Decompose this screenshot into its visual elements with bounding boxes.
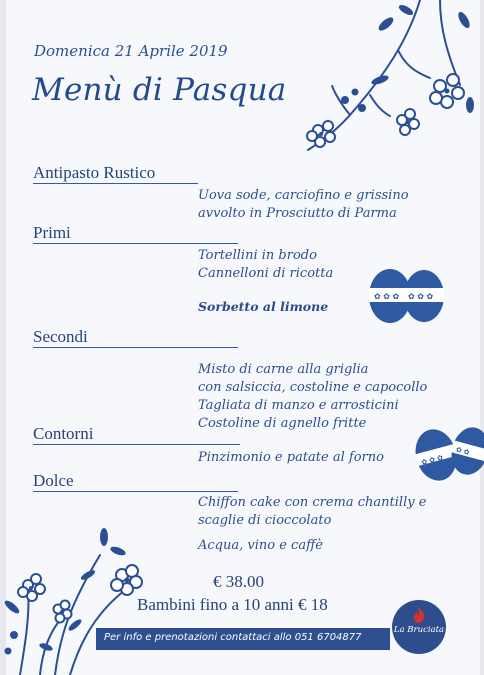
menu-item: Uova sode, carciofino e grissino: [198, 188, 409, 203]
restaurant-logo: [392, 600, 446, 654]
menu-item: Cannelloni di ricotta: [198, 266, 334, 281]
svg-text:✿ ✿ ✿: ✿ ✿ ✿: [408, 292, 434, 301]
section-title-antipasto: Antipasto Rustico: [33, 163, 198, 184]
section-title-contorni: Contorni: [33, 424, 240, 445]
info-contact-text: Per info e prenotazioni contattaci allo 051 6704877: [104, 632, 362, 643]
section-items-dolce: [198, 494, 426, 530]
easter-eggs-icon: [366, 266, 450, 326]
sorbetto-item: Sorbetto al limone: [198, 299, 329, 314]
menu-price: € 38.00: [213, 572, 264, 591]
section-title-secondi: Secondi: [33, 327, 238, 348]
event-date: Domenica 21 Aprile 2019: [34, 42, 228, 60]
menu-item: Tagliata di manzo e arrosticini: [198, 398, 399, 413]
menu-title: Menù di Pasqua: [32, 72, 287, 108]
section-items-antipasto: [198, 187, 409, 223]
menu-item: Misto di carne alla griglia: [198, 362, 369, 377]
menu-item: Costoline di agnello fritte: [198, 416, 367, 431]
svg-text:✿ ✿ ✿: ✿ ✿ ✿: [420, 453, 444, 467]
menu-item: Tortellini in brodo: [198, 248, 317, 263]
section-items-primi: [198, 247, 333, 283]
drinks-included: Acqua, vino e caffè: [198, 538, 323, 553]
section-title-dolce: Dolce: [33, 471, 238, 492]
flower-branch-top-right-icon: [290, 0, 484, 165]
menu-item: avvolto in Prosciutto di Parma: [198, 206, 397, 221]
menu-item: Pinzimonio e patate al forno: [198, 450, 384, 465]
menu-item: con salsiccia, costoline e capocollo: [198, 380, 428, 395]
flower-branch-bottom-left-icon: [0, 515, 160, 675]
section-items-contorni: [198, 449, 384, 467]
children-price: Bambini fino a 10 anni € 18: [137, 595, 328, 614]
logo-text: La Bruciata: [393, 625, 445, 635]
flame-icon: [413, 607, 425, 623]
section-items-secondi: [198, 361, 427, 433]
easter-eggs-icon: [414, 425, 484, 483]
menu-item: scaglie di cioccolato: [198, 513, 332, 528]
svg-text:✿ ✿ ✿: ✿ ✿ ✿: [374, 292, 400, 301]
menu-item: Chiffon cake con crema chantilly e: [198, 495, 427, 510]
section-title-primi: Primi: [33, 223, 238, 244]
svg-text:✿ ✿: ✿ ✿: [454, 445, 471, 457]
